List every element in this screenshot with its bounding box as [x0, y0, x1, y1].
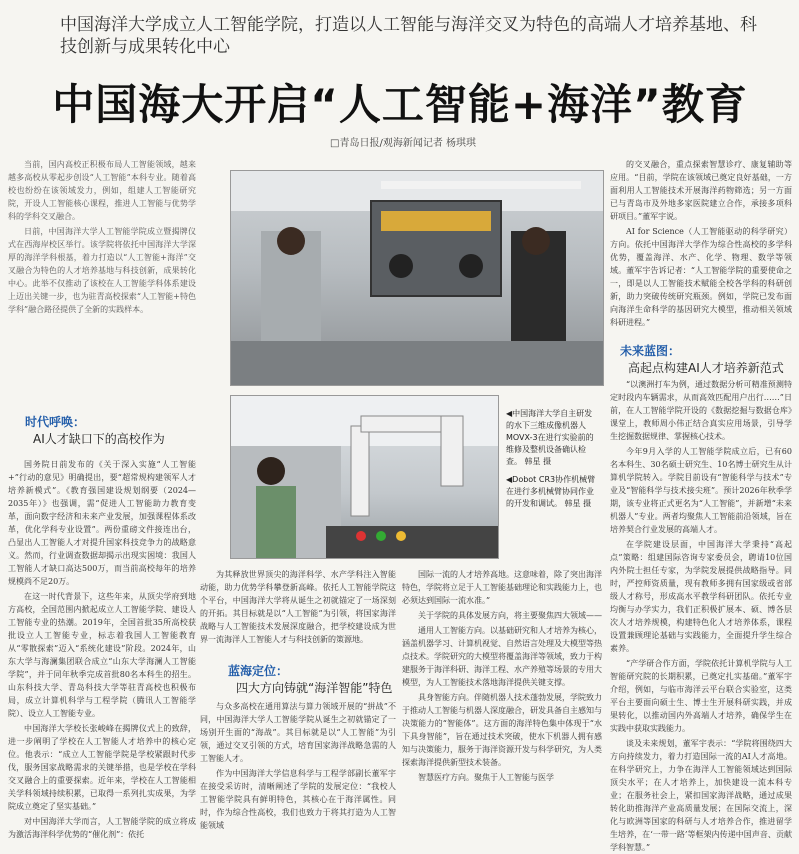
right-column-top — [610, 158, 792, 338]
section1-heading — [25, 413, 165, 447]
body-paragraph: 国际一流的人才培养高地。这意味着，除了突出海洋特色，学院将立足于人工智能基础理论和实践能力上，也必须达到国际一流水准。” — [402, 570, 602, 605]
body-paragraph: 智慧医疗方向。聚焦于人工智能与医学 — [418, 773, 554, 782]
middle-column-1-bottom — [200, 700, 396, 840]
middle-column-1 — [200, 568, 396, 658]
photo-underwater-robot — [230, 170, 604, 386]
body-paragraph: 今年9月入学的人工智能学院成立后，已有60名本科生、30名硕士研究生、10名博士研究生从计算机学院转入。学院目前设有“智能科学与技术”专业及“智能科学与技术接尖班”。预计2026年秋季学期，该专业将正式更名为“人工智能”，并新增“未来机器人”专业。两者均聚焦人工智能前沿领域，旨在培养契合行业发展的高端人才。 — [610, 447, 792, 534]
body-paragraph: 作为中国海洋大学信息科学与工程学部副长董军宇在接受采访时，清晰阐述了学院的发展定位：“我校人工智能学院具有鲜明特色，其核心在于海洋属性。同时，作为综合性高校，我们也致力于将其打造为人工智能领域 — [200, 769, 396, 830]
body-paragraph: “以澳洲打车为例，通过数据分析可精准预测特定时段内车辆需求，从而高效匹配用户出行……”日前，在人工智能学院开设的《数据挖掘与数据仓库》课堂上，教师周小伟正结合真实应用场景，引导学生挖掘数据规律、掌握核心技术。 — [610, 380, 792, 441]
intro-paragraph: 日前，中国海洋大学人工智能学院成立暨揭牌仪式在西海岸校区举行。该学院将依托中国海洋大学深厚的海洋学科根基，着力打造以“人工智能+海洋”交叉融合为特色的人才培养基地与科技创新，成果转化中心。此举不仅推动了该校在人工智能学科体系建设上迈出关键一步，也为驻青高校探索“人工智能+特色学科”融合路径提供了全新的实践样本。 — [8, 227, 196, 314]
body-paragraph: 谈及未来规划，董军宇表示：“学院将围绕四大方向持续发力，着力打造国际一流的AI人才高地。在科学研究上，力争在海洋人工智能领域达到国际顶尖水平；在人才培养上，加快建设一流本科专业；在服务社会上，紧扣国家海洋战略，通过成果转化助推海洋产业高质量发展；在国际交流上，深化与欧洲等国家的科研与人才培养合作，推进留学生培养，在‘一带一路’等框架内传递中国声音、贡献学科智慧。” — [610, 739, 792, 852]
byline: □青岛日报/观海新闻记者 杨琪琪 — [330, 138, 476, 149]
section2-heading — [228, 662, 392, 696]
body-paragraph: 国务院日前发布的《关于深入实施“人工智能+”行动的意见》明确提出，要“超常规构建领军人才培养新模式”。《教育强国建设规划纲要（2024—2035年）》也强调，需“促进人工智能助力教育变革，面向数字经济和未来产业发展，加强课程体系改革，优化学科专业设置”。两份重磅文件接连出台，凸显出人工智能人才对提升国家科技竞争力的战略意义。然而，行业调查数据却揭示出现实困境：我国人工智能人才缺口高达500万，而当前高校每年的培养规模尚不足20万。 — [8, 460, 196, 586]
photo-robot-arm — [230, 395, 499, 559]
body-column-1 — [8, 458, 196, 838]
body-paragraph: “产学研合作方面，学院依托计算机学院与人工智能研究院的长期积累，已奠定扎实基础。”董军宇介绍，例如，与临市海洋云平台联合实验室，这类平台主要面向硕士生、博士生开展科研实践，并成果转化，以推动国内外高端人才培养，确保学生在实践中获取实践能力。 — [610, 659, 792, 733]
body-paragraph: 的交叉融合，重点探索智慧诊疗、康复辅助等应用。“目前，学院在该领域已奠定良好基础，一方面利用人工智能技术开展海洋药物筛选；另一方面已与青岛市及外地多家医院建立合作，承接多项科研项目。”董军宇说。 — [610, 160, 792, 221]
section3-title: 高起点构建AI人才培养新范式 — [628, 361, 784, 375]
body-paragraph: 中国海洋大学校长张峻峰在揭牌仪式上的致辞，进一步阐明了学校在人工智能人才培养中的核心定位。他表示：“成立人工智能学院是学校紧跟时代步伐，服务国家战略需求的关键举措，也是学校在学科交叉融合上的重要探索。近年来，学校在人工智能相关学科领域持续积累，已取得一系列扎实成果，为学院成立奠定了坚实基础。” — [8, 724, 196, 811]
section3-heading — [620, 342, 784, 376]
body-paragraph: 在学院建设层面，中国海洋大学秉持“高起点”策略：组建国际咨询专家委员会，聘请10位国内外院士担任专家，为学院发展提供战略指导。同时，严控师资质量，现有教师多拥有国家级或省部级人才称号，形成高水平教学科研团队。依托专业均衡与办学实力，我们正积极扩展本、硕、博各层次人才培养规模，构建特色化人才培养体系，课程设置兼顾理论基础与实践能力，全面提升学生综合素养。 — [610, 540, 792, 653]
body-paragraph: 在这一时代背景下，这些年来，从顶尖学府到地方高校，全国范围内掀起成立人工智能学院、建设人工智能专业的热潮。2019年，全国首批35所高校获批设立人工智能专业，标志着我国人工智能教育从“零散探索”迈入“系统化建设”阶段。2024年，山东大学与海澜集团联合成立“山东大学海澜人工智能学院”，并于同年秋季完成首批80名本科生的招生。山东科技大学、青岛科技大学等驻青高校也积极布局，成立计算机科学与工程学院（腾讯人工智能学院）、设立人工智能专业。 — [8, 592, 196, 718]
body-paragraph: 具身智能方向。伴随机器人技术蓬勃发展，学院致力于推动人工智能与机器人深度融合，研发具备自主感知与决策能力的“智能体”。这方面的海洋特色集中体现于“水下具身智能”，旨在通过技术突破，使水下机器人拥有感知与决策能力，服务于海洋资源开发与科学研究，为人类探索海洋提供新型技术装备。 — [402, 693, 602, 767]
caption-1: ◀中国海洋大学自主研发的水下三维成像机器人MOVX-3在进行实验前的维修及整机设备确认检查。 韩星 摄 — [506, 409, 594, 466]
photo-captions — [506, 408, 598, 516]
body-paragraph: 与众多高校在通用算法与算力领域开展的“拼战”不同，中国海洋大学人工智能学院从诞生之初就锚定了一场别开生面的“海战”。其目标就是以“人工智能”为引领，通过交叉引领的方式，培育国家海洋战略急需的人工智能人才。 — [200, 702, 396, 763]
section3-tag: 未来蓝图： — [620, 344, 681, 358]
headline: 中国海大开启“人工智能+海洋”教育 — [52, 80, 748, 129]
caption-2: ◀Dobot CR3协作机械臂在进行多机械臂协同作业的开发和调试。 韩星 摄 — [506, 475, 596, 508]
body-paragraph: 为其释放世界顶尖的海洋科学、水产学科注入智能动能，助力优势学科攀登新高峰。依托人工智能学院这个平台，中国海洋大学将从诞生之初就锚定了一场深刻的开拓。其目标就是以“人工智能”为引领，将国家海洋战略与人工智能技术发展深度融合，把学校建设成为世界一流海洋人工智能人才与科技创新的策源地。 — [200, 570, 396, 644]
section2-tag: 蓝海定位： — [228, 664, 289, 678]
intro-column — [8, 158, 196, 398]
body-paragraph: 关于学院的具体发展方向，将主要聚焦四大领域—— — [418, 611, 602, 620]
middle-column-2 — [402, 568, 602, 840]
section1-tag: 时代呼唤： — [25, 415, 86, 429]
section1-title: AI人才缺口下的高校作为 — [33, 432, 165, 446]
body-paragraph: 通用人工智能方向。以基础研究和人才培养为核心，涵盖机器学习、计算机视觉、自然语言处理及大模型等热点技术。学院研究的大模型将覆盖海洋等领域，致力于构建服务于海洋科研、海洋工程、水产养殖等场景的专用大模型，为人工智能技术落地海洋提供关键支撑。 — [402, 626, 602, 687]
body-paragraph: 对中国海洋大学而言，人工智能学院的成立将成为激活海洋科学优势的“催化剂”：依托 — [8, 817, 196, 839]
intro-paragraph: 当前，国内高校正积极布局人工智能领域，越来越多高校从零起步创设“人工智能”本科专业。随着高校也纷纷在该领域发力，例如，组建人工智能研究院，开设人工智能核心课程，推进人工智能与优势学科的学科交叉融合。 — [8, 160, 196, 221]
body-paragraph: AI for Science（人工智能驱动的科学研究）方向。依托中国海洋大学作为综合性高校的多学科优势，覆盖海洋、水产、化学、物理、数学等领域。董军宇告诉记者：“人工智能学院的重要使命之一，即是以人工智能技术赋能全校各学科的科研创新，助力突破传统研究瓶颈。例如，学院已发布面向海洋生命科学的基因研究大模型，推动相关领域科研进程。” — [610, 227, 792, 327]
section2-title: 四大方向铸就“海洋智能”特色 — [236, 681, 393, 695]
right-column-bottom — [610, 378, 792, 852]
kicker: 中国海洋大学成立人工智能学院，打造以人工智能与海洋交叉为特色的高端人才培养基地、科技创新与成果转化中心 — [60, 15, 757, 57]
